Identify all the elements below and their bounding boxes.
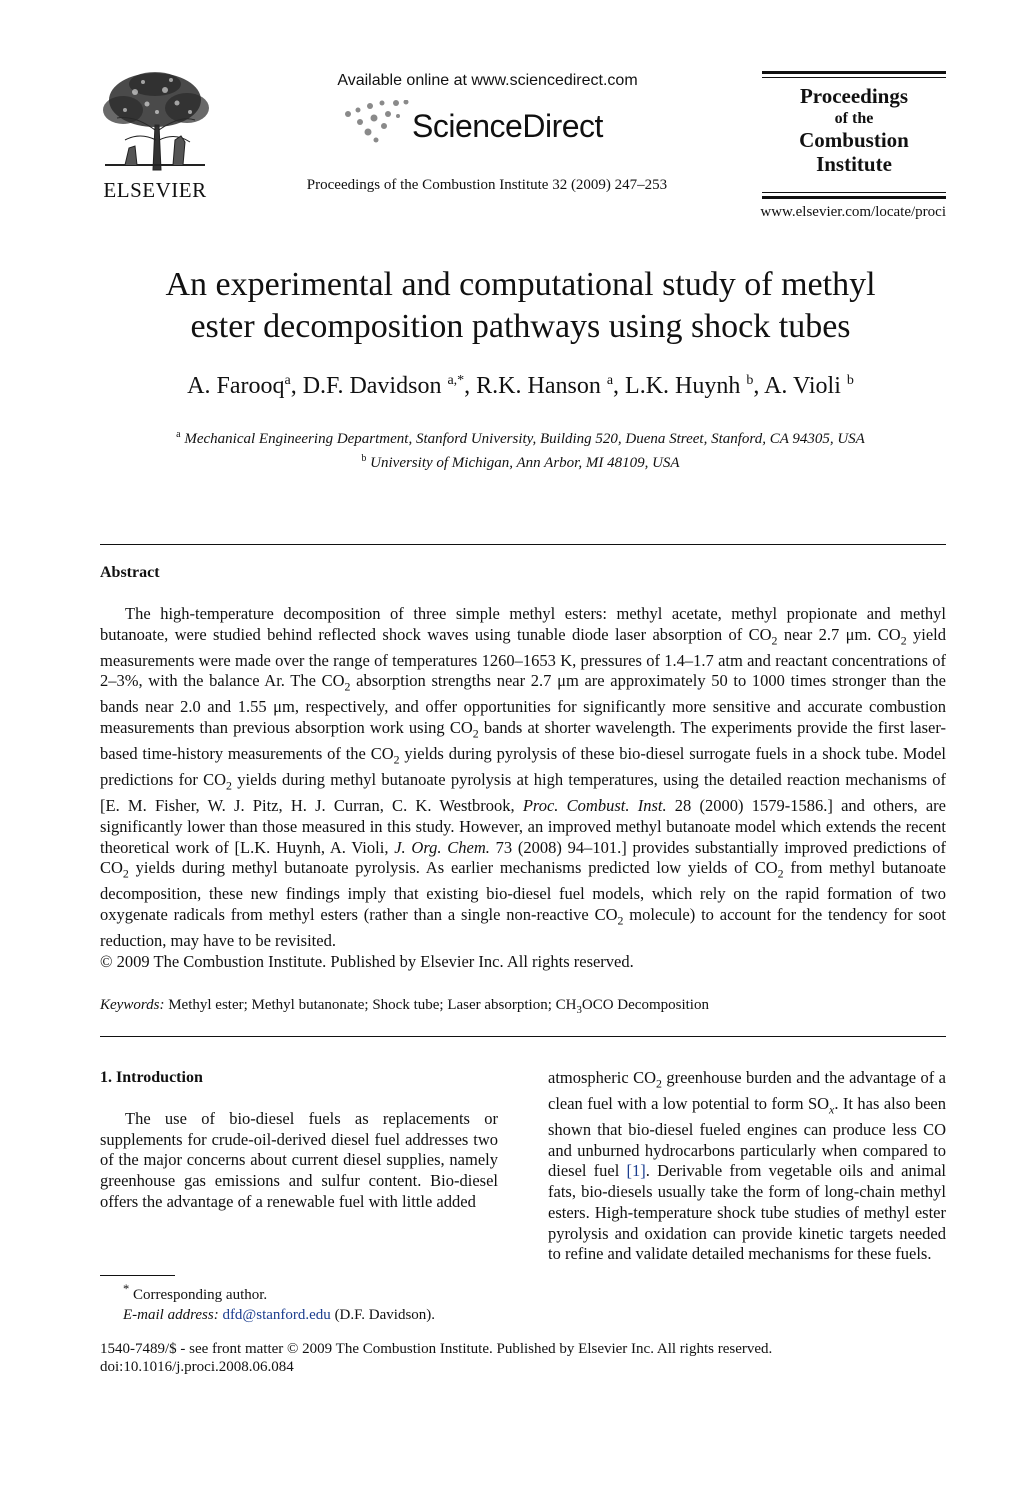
sciencedirect-wordmark: ScienceDirect [412,108,603,144]
abstract-copyright: © 2009 The Combustion Institute. Published by Elsevier Inc. All rights reserved. [100,951,634,971]
journal-title-box [762,71,946,199]
available-online: Available online at www.sciencedirect.com [337,72,638,89]
author-name: A. Farooq [187,373,285,399]
journal-citation: Proceedings of the Combustion Institute 32 (2009) 247–253 [306,177,668,193]
abstract-paragraph: The high-temperature decomposition of three simple methyl esters: methyl acetate, methyl propionate and methyl butanoate, were studied behind reflected shock waves using tunable diode laser absorption of $CO_2$ near 2.7 μm. $CO_2$ yield measurements were made over the range of temperatures 1260–1653 K, pressures of 1.4–1.7 atm and reactant concentrations of 2–3%, with the balance Ar. The $CO_2$ absorption strengths near 2.7 μm are approximately 50 to 1000 times stronger than the bands near 2.0 and 1.55 μm, respectively, and offer opportunities for significantly more sensitive and accurate combustion measurements than previous absorption work using $CO_2$ bands at shorter wavelength. The experiments provide the first laser-based time-history measurements of the $CO_2$ yields during pyrolysis of these bio-diesel surrogate fuels in a shock tube. Model predictions for $CO_2$ yields during methyl butanoate pyrolysis at high temperatures, using the detailed reaction mechanisms of [E. M. Fisher, W. J. Pitz, H. J. Curran, C. K. Westbrook, Proc. Combust. Inst. 28 (2000) 1579-1586.] and others, are significantly lower than those measured in this study. However, an improved methyl butanoate model which extends the recent theoretical work of [L.K. Huynh, A. Violi, J. Org. Chem. 73 (2008) 94–101.] provides substantially improved predictions of $CO_2$ yields during methyl butanoate pyrolysis. As earlier mechanisms predicted low yields of $CO_2$ from methyl butanoate decomposition, these new findings imply that existing bio-diesel fuel models, which rely on the rapid formation of two oxygenate radicals from methyl esters (rather than a single non-reactive $CO_2$ molecule) to account for the tendency for soot reduction, may have to be revisited. [100,604,947,950]
author-name: R.K. Hanson [476,373,601,399]
journal-box-line: Combustion [799,128,909,152]
front-matter-footer [100,1340,960,1376]
abstract-heading: Abstract [100,564,160,581]
author-sup: a [606,373,614,388]
author-name: L.K. Huynh [625,373,741,399]
author-list: A. Farooq$^a$, D.F. Davidson $^{a,*}$, R.K. Hanson $^a$, L.K. Huynh $^b$, A. Violi $^b$ [187,373,854,399]
keywords-label: Keywords: [100,997,165,1013]
footnote: * Corresponding author. E-mail address: dfd@stanford.edu (D.F. Davidson). [123,1282,436,1323]
email-link[interactable]: dfd@stanford.edu [222,1307,331,1323]
elsevier-tree-icon [95,70,215,175]
author-sup: a,* [447,373,465,388]
doi-line[interactable]: doi:10.1016/j.proci.2008.06.084 [100,1359,294,1375]
abstract-body [100,604,946,972]
issn-line: 1540-7489/$ - see front matter © 2009 The Combustion Institute. Published by Elsevier Inc. All rights reserved. [100,1341,773,1357]
publisher-name: ELSEVIER [103,178,207,202]
author-sup: b [746,373,754,388]
author-sup: b [846,373,854,388]
journal-box-line: Institute [816,152,892,176]
journal-url[interactable]: www.elsevier.com/locate/proci [760,204,946,220]
divider [100,544,946,545]
author-name: A. Violi [764,373,841,399]
journal-box-line: of the [834,110,874,127]
intro-paragraph: The use of bio-diesel fuels as replacements or supplements for crude-oil-derived diesel fuel addresses two of the major concerns about current diesel supplies, namely greenhouse gas emissions and sulfur content. Bio-diesel offers the advantage of a renewable fuel with little added [100,1109,498,1211]
intro-column-left [100,1109,498,1213]
author-name: D.F. Davidson [302,373,442,399]
sciencedirect-dots-icon [340,100,412,144]
section-heading: 1. Introduction [100,1069,203,1086]
reference-link[interactable]: [1] [626,1161,646,1181]
sciencedirect-logo [340,100,640,150]
article-title [95,264,946,348]
title-line: An experimental and computational study of methyl [165,266,876,303]
footnote-rule [100,1275,175,1276]
keywords: Keywords: Methyl ester; Methyl butanonate; Shock tube; Laser absorption; $CH_3OCO$ Decomposition [100,997,709,1016]
intro-column-right [548,1068,946,1265]
affiliations [95,425,946,473]
journal-box-line: Proceedings [799,84,909,108]
title-line: ester decomposition pathways using shock tubes [190,308,851,345]
affiliation: $^b$ University of Michigan, Ann Arbor, MI 48109, USA [361,453,680,471]
affiliation: $^a$ Mechanical Engineering Department, Stanford University, Building 520, Duena Street, Stanford, CA 94305, USA [176,429,865,447]
elsevier-logo [95,70,215,200]
author-sup: a [284,373,291,388]
intro-paragraph: atmospheric $CO_2$ greenhouse burden and the advantage of a clean fuel with a low potential to form $SO_x$. It has also been shown that bio-diesel fueled engines can produce less CO and unburned hydrocarbons particularly when compared to diesel fuel [1]. Derivable from vegetable oils and animal fats, bio-diesels usually take the form of long-chain methyl esters. High-temperature shock tube studies of methyl ester pyrolysis and oxidation can provide kinetic targets needed to refine and validate detailed mechanisms for these fuels. [548,1068,947,1264]
divider [100,1036,946,1037]
